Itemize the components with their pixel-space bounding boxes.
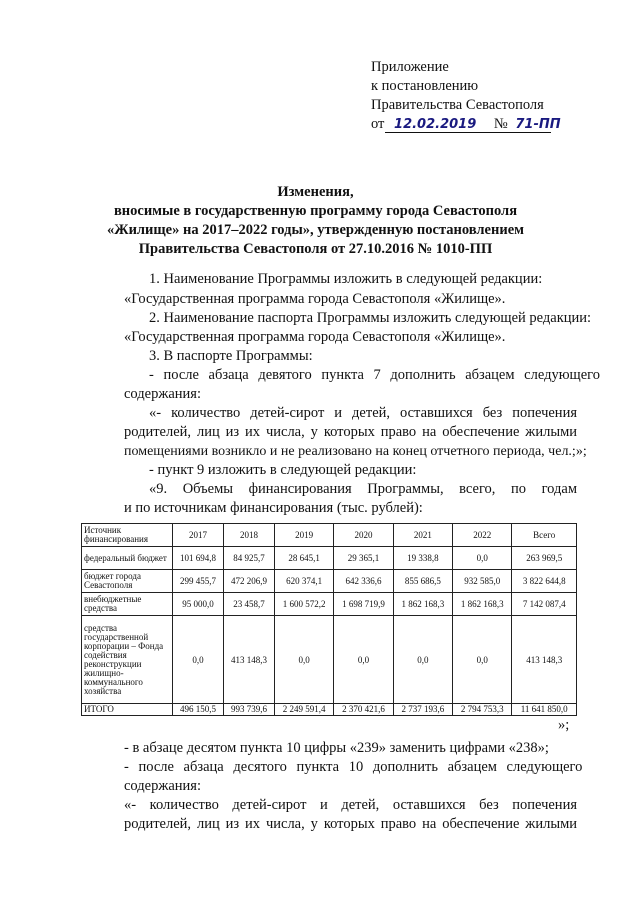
table-cell: 23 458,7 <box>223 593 274 616</box>
row-label: внебюджетные средства <box>82 593 173 616</box>
date-underline <box>385 132 551 133</box>
title-line-4: Правительства Севастополя от 27.10.2016 № 1010-ПП <box>138 241 493 257</box>
appendix-line-2: к постановлению <box>371 78 479 94</box>
paragraph-2: «Государственная программа города Севастополя «Жилище». <box>124 291 506 307</box>
paragraph-12-line-1: «- количество детей-сирот и детей, оставшихся без попечения <box>124 797 577 813</box>
financing-table <box>81 523 577 716</box>
appendix-line-3: Правительства Севастополя <box>371 97 544 113</box>
header-total: Всего <box>512 524 577 547</box>
table-cell: 11 641 850,0 <box>512 704 577 716</box>
paragraph-12-line-2: родителей, лиц из их числа, у которых право на обеспечение жилыми <box>124 816 577 832</box>
table-cell: 95 000,0 <box>173 593 224 616</box>
row-label: средства государственной корпорации – Фонда содействия реконструкции жилищно-коммунального хозяйства <box>82 616 173 704</box>
quote-closing: »; <box>558 717 570 733</box>
table-cell: 0,0 <box>274 616 333 704</box>
title-line-2: вносимые в государственную программу города Севастополя <box>113 203 518 219</box>
table-cell: 3 822 644,8 <box>512 570 577 593</box>
header-2020: 2020 <box>334 524 393 547</box>
header-2018: 2018 <box>223 524 274 547</box>
table-cell: 642 336,6 <box>334 570 393 593</box>
table-cell: 855 686,5 <box>393 570 452 593</box>
table-cell: 0,0 <box>173 616 224 704</box>
header-2019: 2019 <box>274 524 333 547</box>
paragraph-11-line-2: содержания: <box>124 778 202 794</box>
table-cell: 29 365,1 <box>334 547 393 570</box>
table-cell: 263 969,5 <box>512 547 577 570</box>
title-line-1: Изменения, <box>277 184 354 200</box>
table-cell: 472 206,9 <box>223 570 274 593</box>
table-row <box>82 570 577 593</box>
table-cell: 496 150,5 <box>173 704 224 716</box>
paragraph-9-line-1: «9. Объемы финансирования Программы, всего, по годам <box>149 481 577 497</box>
table-row-total <box>82 704 577 716</box>
paragraph-9-line-2: и по источникам финансирования (тыс. рублей): <box>124 500 423 516</box>
table-cell: 2 794 753,3 <box>453 704 512 716</box>
paragraph-1: 1. Наименование Программы изложить в следующей редакции: <box>149 271 543 287</box>
table-row <box>82 593 577 616</box>
row-label: бюджет города Севастополя <box>82 570 173 593</box>
paragraph-8: - пункт 9 изложить в следующей редакции: <box>149 462 417 478</box>
handwritten-number: 71-ПП <box>515 117 561 132</box>
header-2021: 2021 <box>393 524 452 547</box>
table-cell: 1 862 168,3 <box>453 593 512 616</box>
paragraph-6-line-2: содержания: <box>124 386 202 402</box>
appendix-block <box>371 58 561 134</box>
appendix-date-line <box>371 115 561 134</box>
table-cell: 413 148,3 <box>223 616 274 704</box>
table-cell: 1 600 572,2 <box>274 593 333 616</box>
table-cell: 2 249 591,4 <box>274 704 333 716</box>
number-prefix: № <box>493 116 508 132</box>
table-cell: 620 374,1 <box>274 570 333 593</box>
paragraph-3: 2. Наименование паспорта Программы изложить следующей редакции: <box>149 310 592 326</box>
table-cell: 299 455,7 <box>173 570 224 593</box>
table-row <box>82 547 577 570</box>
paragraph-7-line-3: помещениями возникло и не реализовано на конец отчетного периода, чел.;»; <box>124 444 587 459</box>
table-cell: 0,0 <box>453 547 512 570</box>
handwritten-date: 12.02.2019 <box>394 117 477 132</box>
table-cell: 413 148,3 <box>512 616 577 704</box>
document-title <box>60 183 571 259</box>
appendix-line-1: Приложение <box>371 59 449 75</box>
table-cell: 932 585,0 <box>453 570 512 593</box>
date-prefix: от <box>371 116 385 132</box>
paragraph-7-line-1: «- количество детей-сирот и детей, оставшихся без попечения <box>149 405 577 421</box>
header-2022: 2022 <box>453 524 512 547</box>
table-cell: 1 698 719,9 <box>334 593 393 616</box>
table-cell: 2 737 193,6 <box>393 704 452 716</box>
table-cell: 101 694,8 <box>173 547 224 570</box>
title-line-3: «Жилище» на 2017–2022 годы», утвержденную постановлением <box>106 222 525 238</box>
table-cell: 0,0 <box>334 616 393 704</box>
table-cell: 28 645,1 <box>274 547 333 570</box>
table-cell: 7 142 087,4 <box>512 593 577 616</box>
table-row <box>82 616 577 704</box>
table-cell: 993 739,6 <box>223 704 274 716</box>
table-cell: 19 338,8 <box>393 547 452 570</box>
paragraph-6-line-1: - после абзаца девятого пункта 7 дополнить абзацем следующего <box>149 367 600 383</box>
paragraph-7-line-2: родителей, лиц из их числа, у которых право на обеспечение жилыми <box>124 424 577 440</box>
table-cell: 1 862 168,3 <box>393 593 452 616</box>
table-cell: 0,0 <box>393 616 452 704</box>
table-header-row <box>82 524 577 547</box>
row-label: ИТОГО <box>82 704 173 716</box>
paragraph-5: 3. В паспорте Программы: <box>149 348 313 364</box>
paragraph-4: «Государственная программа города Севастополя «Жилище». <box>124 329 506 345</box>
table-cell: 84 925,7 <box>223 547 274 570</box>
table-cell: 2 370 421,6 <box>334 704 393 716</box>
header-source: Источник финансирования <box>82 524 173 547</box>
row-label: федеральный бюджет <box>82 547 173 570</box>
paragraph-10: - в абзаце десятом пункта 10 цифры «239» заменить цифрами «238»; <box>124 740 549 756</box>
paragraph-11-line-1: - после абзаца десятого пункта 10 дополнить абзацем следующего <box>124 759 583 775</box>
header-2017: 2017 <box>173 524 224 547</box>
table-cell: 0,0 <box>453 616 512 704</box>
